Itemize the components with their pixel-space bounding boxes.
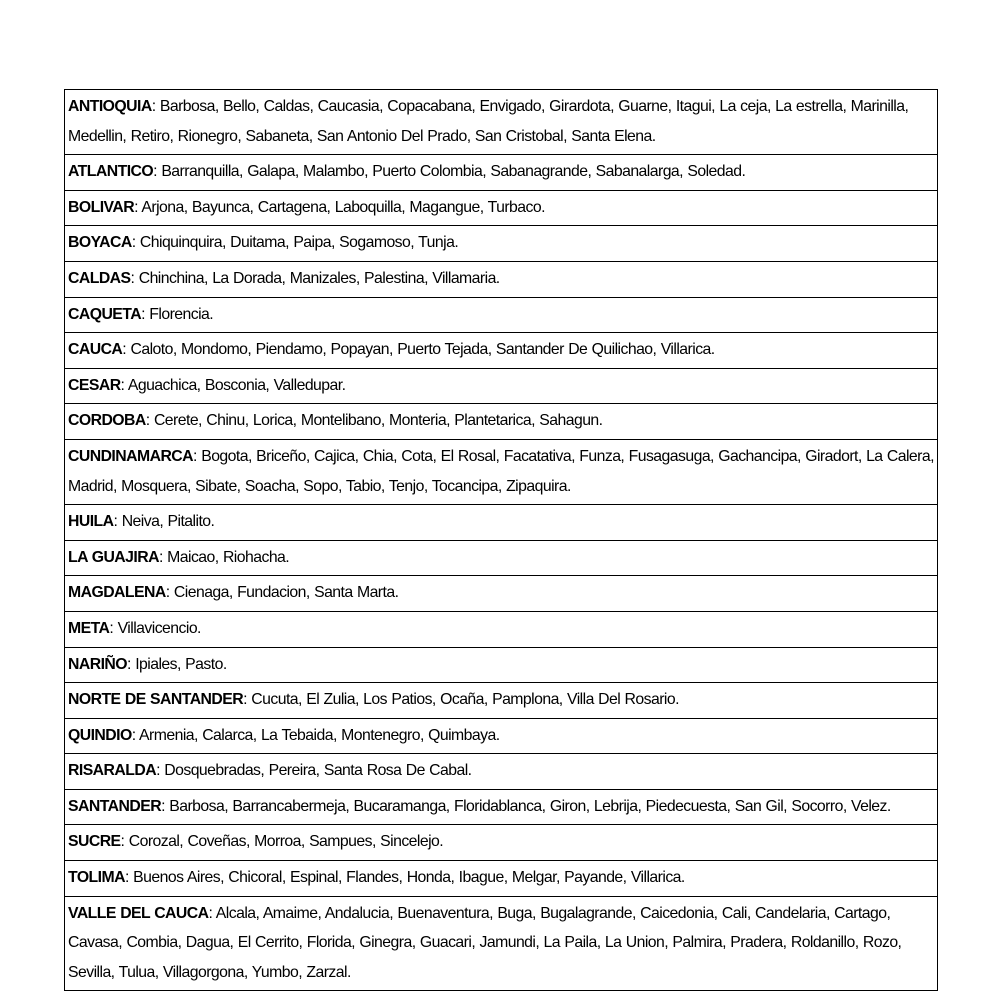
table-row [65,333,938,369]
city-list: : Barbosa, Barrancabermeja, Bucaramanga, Floridablanca, Giron, Lebrija, Piedecuesta, San Gil, Socorro, Velez. [161,797,891,815]
department-name: HUILA [68,513,114,531]
city-list: : Maicao, Riohacha. [158,548,290,566]
department-cell [65,190,938,226]
table-row [65,404,938,440]
table-row [65,190,938,226]
city-list: : Corozal, Coveñas, Morroa, Sampues, Sincelejo. [120,833,444,851]
city-list: : Buenos Aires, Chicoral, Espinal, Flandes, Honda, Ibague, Melgar, Payande, Villarica. [124,869,685,887]
department-name: VALLE DEL CAUCA [68,904,209,922]
table-row [65,540,938,576]
department-name: META [68,619,110,637]
table-row [65,683,938,719]
department-cell [65,540,938,576]
city-list: : Cienaga, Fundacion, Santa Marta. [165,584,399,602]
city-list: : Neiva, Pitalito. [113,513,215,531]
department-name: CALDAS [68,269,131,287]
department-name: NARIÑO [68,655,128,673]
department-cell [65,404,938,440]
table-row [65,297,938,333]
department-name: CAUCA [68,341,123,359]
table-row [65,226,938,262]
department-name: BOYACA [68,234,132,252]
city-list: : Cucuta, El Zulia, Los Patios, Ocaña, Pamplona, Villa Del Rosario. [243,691,679,709]
department-cell [65,368,938,404]
table-row [65,789,938,825]
table-row [65,896,938,991]
table-row [65,368,938,404]
department-cell [65,261,938,297]
department-cell [65,861,938,897]
city-list: : Barbosa, Bello, Caldas, Caucasia, Copacabana, Envigado, Girardota, Guarne, Itagui, La ceja, La estrella, Marinilla, Medellin, Retiro, Rionegro, Sabaneta, San Antonio Del Prado, San Cristobal, Santa Elena. [68,98,909,145]
table-row [65,611,938,647]
city-list: : Arjona, Bayunca, Cartagena, Laboquilla, Magangue, Turbaco. [134,198,545,216]
department-name: MAGDALENA [68,584,166,602]
table-row [65,90,938,155]
city-list: : Caloto, Mondomo, Piendamo, Popayan, Puerto Tejada, Santander De Quilichao, Villarica. [122,341,715,359]
department-cell [65,90,938,155]
department-name: RISARALDA [68,762,157,780]
city-list: : Cerete, Chinu, Lorica, Montelibano, Monteria, Plantetarica, Sahagun. [145,412,603,430]
department-cell [65,647,938,683]
department-name: BOLIVAR [68,198,135,216]
department-cell [65,718,938,754]
department-cell [65,439,938,504]
department-cell [65,896,938,991]
city-list: : Ipiales, Pasto. [127,655,227,673]
department-name: CAQUETA [68,305,142,323]
table-row [65,576,938,612]
table-row [65,155,938,191]
city-list: : Chinchina, La Dorada, Manizales, Palestina, Villamaria. [130,269,500,287]
department-name: TOLIMA [68,869,125,887]
city-list: : Dosquebradas, Pereira, Santa Rosa De Cabal. [156,762,472,780]
table-row [65,718,938,754]
city-list: : Barranquilla, Galapa, Malambo, Puerto Colombia, Sabanagrande, Sabanalarga, Soledad. [153,163,746,181]
table-row [65,647,938,683]
table-row [65,261,938,297]
department-cell [65,825,938,861]
departments-table [64,89,938,991]
department-cell [65,297,938,333]
department-cell [65,226,938,262]
table-row [65,505,938,541]
department-cell [65,333,938,369]
city-list: : Alcala, Amaime, Andalucia, Buenaventura, Buga, Bugalagrande, Caicedonia, Cali, Candelaria, Cartago, Cavasa, Combia, Dagua, El Cerrito, Florida, Ginegra, Guacari, Jamundi, La Paila, La Union, Palmira, Pradera, Roldanillo, Rozo, Sevilla, Tulua, Villagorgona, Yumbo, Zarzal. [68,904,902,981]
department-name: SANTANDER [68,797,162,815]
department-cell [65,683,938,719]
table-row [65,861,938,897]
department-name: LA GUAJIRA [68,548,159,566]
department-cell [65,505,938,541]
table-row [65,825,938,861]
city-list: : Chiquinquira, Duitama, Paipa, Sogamoso, Tunja. [131,234,459,252]
department-cell [65,754,938,790]
department-cell [65,576,938,612]
city-list: : Florencia. [141,305,214,323]
city-list: : Villavicencio. [109,619,201,637]
department-name: SUCRE [68,833,121,851]
city-list: : Aguachica, Bosconia, Valledupar. [120,376,346,394]
department-name: QUINDIO [68,726,132,744]
department-name: NORTE DE SANTANDER [68,691,244,709]
department-cell [65,611,938,647]
table-row [65,439,938,504]
city-list: : Bogota, Briceño, Cajica, Chia, Cota, El Rosal, Facatativa, Funza, Fusagasuga, Gachancipa, Giradort, La Calera, Madrid, Mosquera, Sibate, Soacha, Sopo, Tabio, Tenjo, Tocancipa, Zipaquira. [68,447,934,495]
department-cell [65,789,938,825]
department-name: CUNDINAMARCA [68,447,194,465]
department-name: CORDOBA [68,412,146,430]
department-name: CESAR [68,376,121,394]
department-name: ATLANTICO [68,163,154,181]
department-cell [65,155,938,191]
city-list: : Armenia, Calarca, La Tebaida, Montenegro, Quimbaya. [131,726,500,744]
department-name: ANTIOQUIA [68,98,152,115]
table-row [65,754,938,790]
